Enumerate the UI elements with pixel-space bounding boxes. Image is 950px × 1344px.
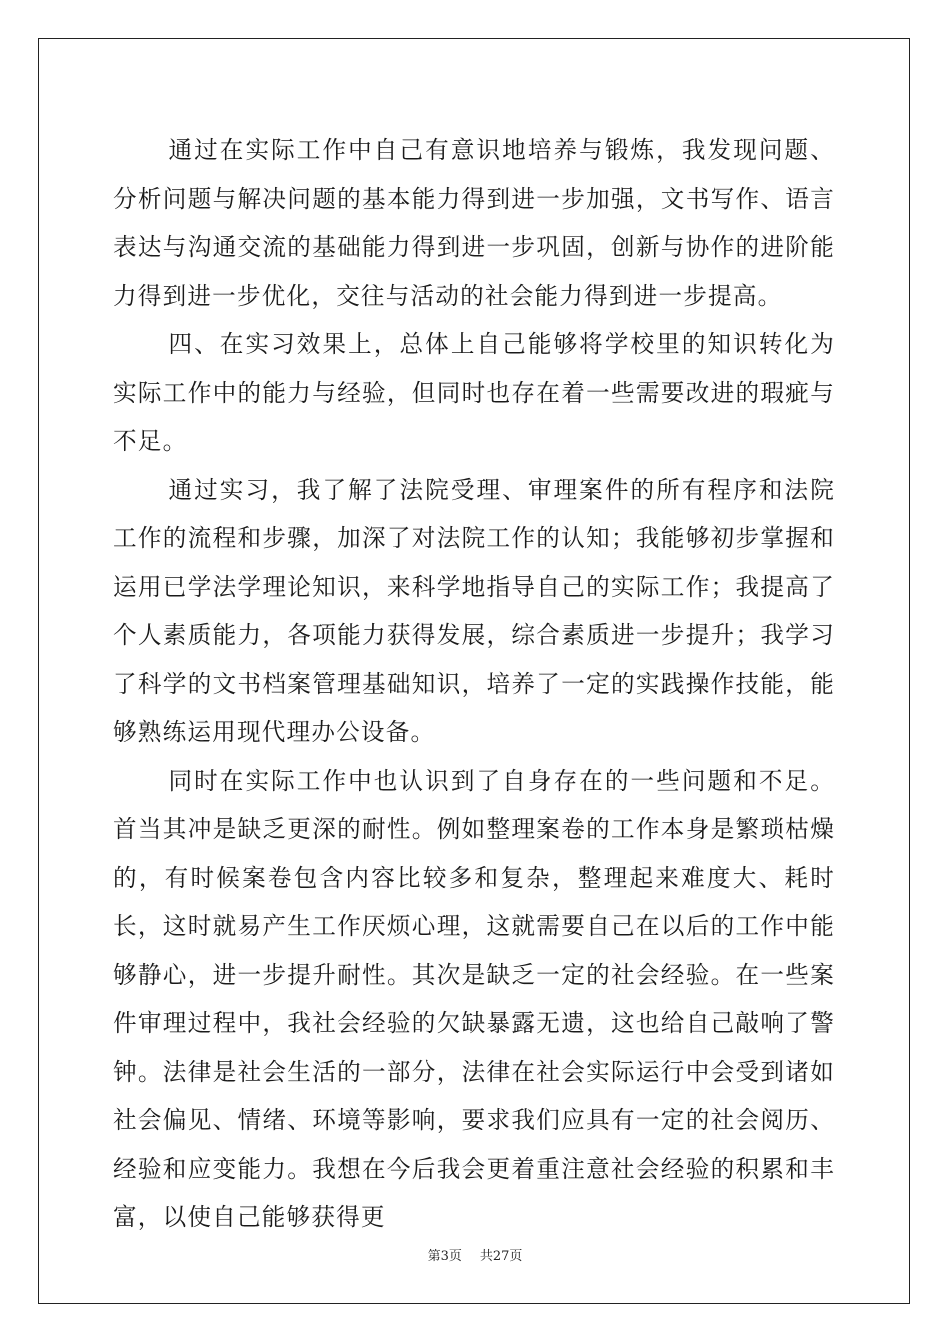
document-body [113,126,835,1242]
total-pages-label: 共27页 [479,1249,523,1264]
paragraph-3: 通过实习，我了解了法院受理、审理案件的所有程序和法院工作的流程和步骤，加深了对法院工作的认知；我能够初步掌握和运用已学法学理论知识，来科学地指导自己的实际工作；我提高了个人素质能力，各项能力获得发展，综合素质进一步提升；我学习了科学的文书档案管理基础知识，培养了一定的实践操作技能，能够熟练运用现代理办公设备。 [113,475,835,746]
paragraph-2: 四、在实习效果上，总体上自己能够将学校里的知识转化为实际工作中的能力与经验，但同时也存在着一些需要改进的瑕疵与不足。 [113,330,835,455]
current-page-label: 第3页 [427,1249,462,1264]
paragraph-1: 通过在实际工作中自己有意识地培养与锻炼，我发现问题、分析问题与解决问题的基本能力得到进一步加强，文书写作、语言表达与沟通交流的基础能力得到进一步巩固，创新与协作的进阶能力得到进一步优化，交往与活动的社会能力得到进一步提高。 [113,136,835,310]
paragraph-4: 同时在实际工作中也认识到了自身存在的一些问题和不足。首当其冲是缺乏更深的耐性。例如整理案卷的工作本身是繁琐枯燥的，有时候案卷包含内容比较多和复杂，整理起来难度大、耗时长，这时就易产生工作厌烦心理，这就需要自己在以后的工作中能够静心，进一步提升耐性。其次是缺乏一定的社会经验。在一些案件审理过程中，我社会经验的欠缺暴露无遗，这也给自己敲响了警钟。法律是社会生活的一部分，法律在社会实际运行中会受到诸如社会偏见、情绪、环境等影响，要求我们应具有一定的社会阅历、经验和应变能力。我想在今后我会更着重注意社会经验的积累和丰富，以使自己能够获得更 [113,766,835,1231]
page-footer [0,1245,950,1264]
